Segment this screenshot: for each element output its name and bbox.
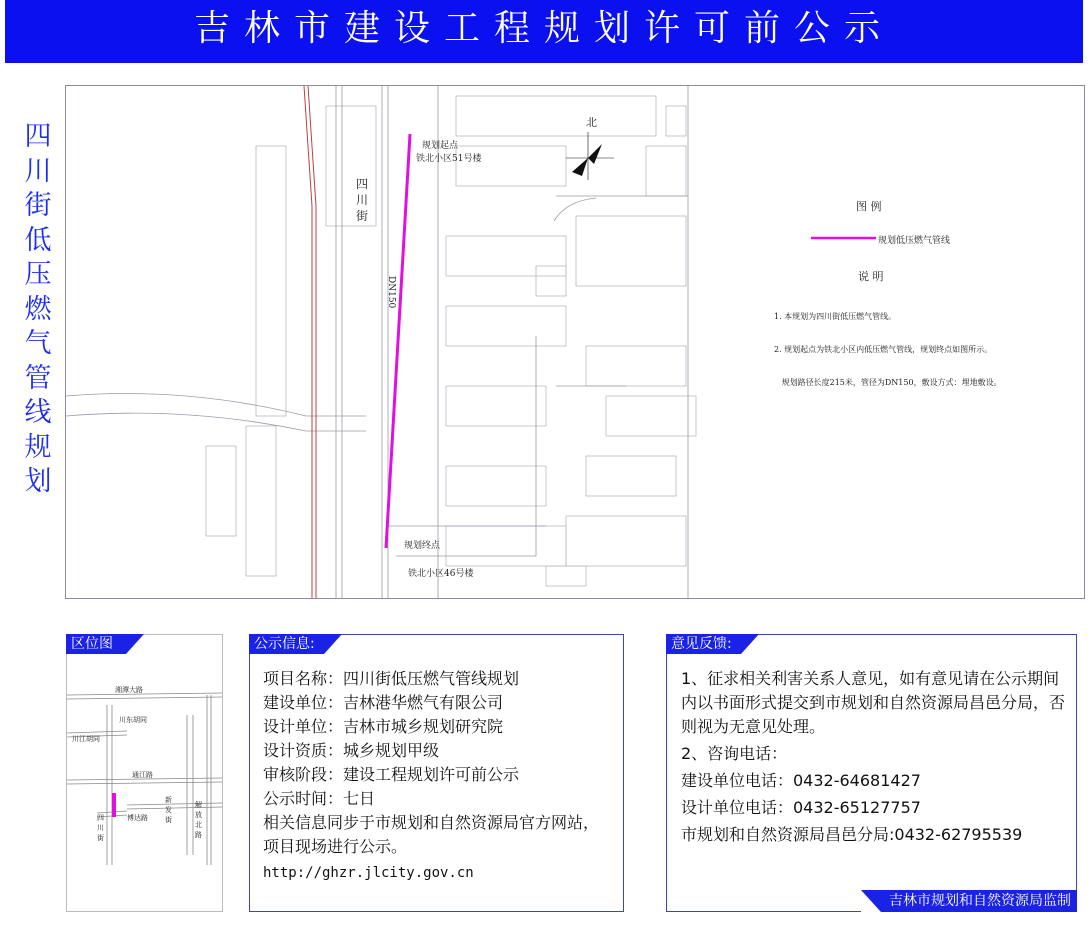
builder-phone: 建设单位电话：0432-64681427 (681, 771, 921, 790)
street-char-1: 四 (356, 177, 369, 191)
info-url[interactable]: http://ghzr.jlcity.gov.cn (263, 865, 474, 881)
road-label-5: 博达路 (127, 814, 148, 822)
page-header (5, 0, 1083, 63)
road-label-1: 湘潭大路 (115, 686, 143, 694)
bureau-phone: 市规划和自然资源局昌邑分局:0432-62795539 (681, 825, 1023, 844)
street-name (356, 176, 368, 224)
pipe-dimension-label: DN150 (386, 276, 396, 309)
end-point-building: 铁北小区46号楼 (408, 569, 474, 579)
road-label-4: 通江路 (132, 771, 153, 779)
notes-title: 说 明 (858, 270, 884, 283)
site-plan-map (65, 85, 1085, 599)
road-label-7: 新发街 (165, 796, 172, 824)
note-line-2: 2. 规划起点为铁北小区内低压燃气管线，规划终点如图所示。 (774, 345, 993, 354)
info-builder: 建设单位：吉林港华燃气有限公司 (263, 693, 504, 712)
publicity-info-tab: 公示信息: (249, 634, 324, 654)
road-label-8: 四川街 (97, 814, 104, 842)
supervisor-tag: 吉林市规划和自然资源局监制 (861, 890, 1077, 912)
start-point-building: 铁北小区51号楼 (416, 154, 482, 164)
legend-title: 图 例 (856, 200, 882, 213)
info-qualification: 设计资质：城乡规划甲级 (263, 741, 440, 760)
road-label-3: 川江胡同 (72, 735, 100, 743)
publicity-info-panel (249, 634, 624, 912)
info-sync-note: 相关信息同步于市规划和自然资源局官方网站， 项目现场进行公示。 (263, 813, 600, 856)
note-line-3: 规划路径长度215米，管径为DN150，敷设方式：埋地敷设。 (774, 378, 1002, 387)
info-designer: 设计单位：吉林市城乡规划研究院 (263, 717, 504, 736)
notes-text (774, 289, 1074, 410)
feedback-panel (666, 634, 1077, 912)
side-title: 四川街低压燃气管线规划 (24, 121, 52, 497)
designer-phone: 设计单位电话：0432-65127757 (681, 798, 921, 817)
header-title: 吉林市建设工程规划许可前公示 (193, 8, 894, 49)
road-edges (304, 86, 316, 598)
location-map-tab: 区位图 (66, 634, 126, 654)
info-duration: 公示时间：七日 (263, 789, 376, 808)
road-label-6: 解放北路 (195, 801, 202, 839)
location-map-panel (66, 634, 223, 912)
north-arrow-icon (566, 132, 614, 180)
info-review-stage: 审核阶段：建设工程规划许可前公示 (263, 765, 520, 784)
feedback-line-2: 2、咨询电话： (681, 744, 788, 763)
legend-item-label: 规划低压燃气管线 (878, 236, 951, 246)
info-project-name: 项目名称：四川街低压燃气管线规划 (263, 669, 520, 688)
street-char-2: 川 (356, 193, 369, 207)
road-label-2: 川东胡同 (119, 716, 147, 724)
start-point-label: 规划起点 (422, 141, 459, 151)
end-point-label: 规划终点 (404, 541, 441, 551)
street-char-3: 街 (356, 209, 369, 223)
note-line-1: 1. 本规划为四川街低压燃气管线。 (774, 312, 897, 321)
north-label: 北 (586, 116, 597, 129)
feedback-tab: 意见反馈: (666, 634, 741, 654)
gas-pipeline (386, 134, 410, 548)
feedback-line-1: 1、征求相关利害关系人意见，如有意见请在公示期间内以书面形式提交到市规划和自然资源局昌邑分局，否则视为无意见处理。 (681, 669, 1066, 736)
